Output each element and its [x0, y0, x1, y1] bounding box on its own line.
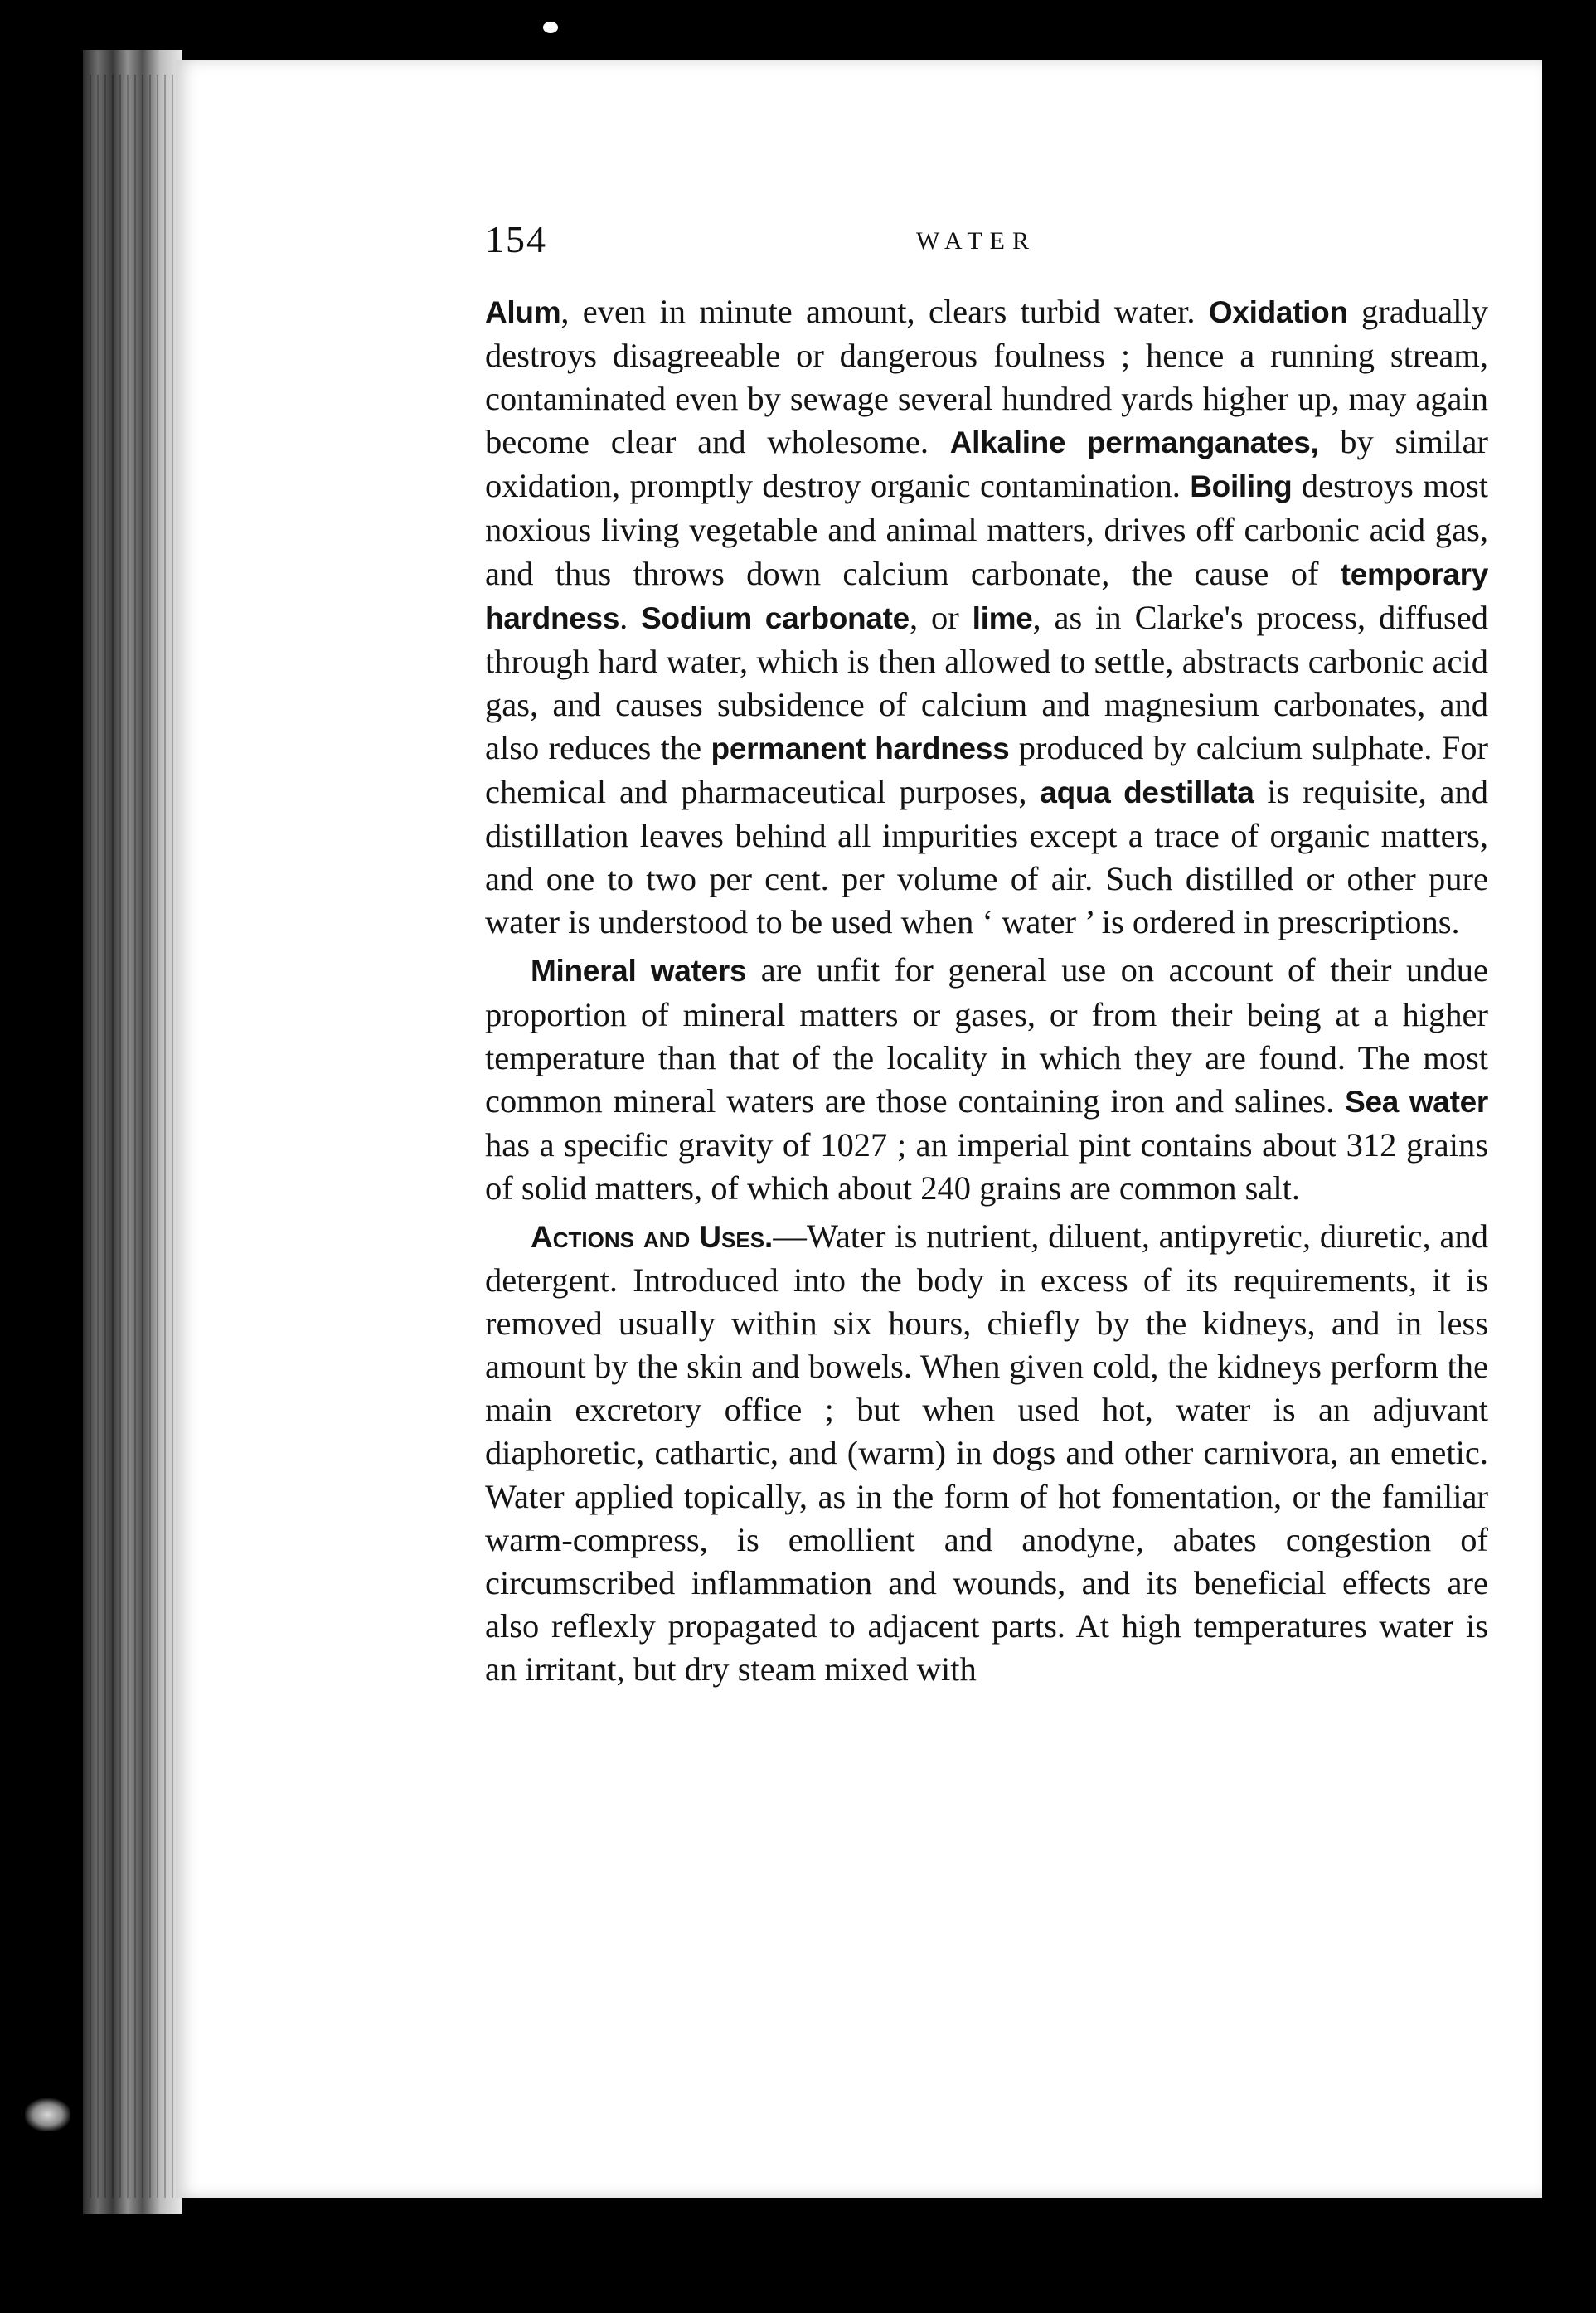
- text-run: destroys most noxious living vegetable and animal matters, drives off carbonic acid gas, and thus throws down calcium carbonate, the cause of: [485, 467, 1488, 592]
- scan-artifact-blot: [25, 2098, 70, 2131]
- paragraph-water-treatment: [485, 290, 1488, 944]
- term-permanent-hardness: permanent hardness: [711, 731, 1010, 765]
- text-run: —Water is nutrient, diluent, antipyretic, diuretic, and detergent. Introduced into the body in excess of its requirements, it is removed usually within six hours, chiefly by the kidneys, and in less amount by the skin and bowels. When given cold, the kidneys perform the main excretory office ; but when used hot, water is an adjuvant diaphoretic, cathartic, and (warm) in dogs and other carnivora, an emetic. Water applied topically, as in the form of hot fomentation, or the familiar warm-compress, is emollient and anodyne, abates congestion of circumscribed inflammation and wounds, and its beneficial effects are also reflexly propagated to adjacent parts. At high temperatures water is an irritant, but dry steam mixed with: [485, 1217, 1489, 1688]
- term-alum: Alum: [485, 295, 561, 329]
- page-edge-lines: [90, 75, 181, 2198]
- paragraph-mineral-waters: [485, 949, 1488, 1210]
- body-text: [485, 290, 1488, 1691]
- text-run: by similar oxidation, promptly destroy organic contamination.: [485, 423, 1489, 505]
- section-heading-actions-and-uses: Actions and Uses.: [531, 1219, 774, 1254]
- term-boiling: Boiling: [1190, 469, 1293, 504]
- text-run: is requisite, and distillation leaves behind all impurities except a trace of organic matters, and one to two per cent. per volume of air. Such distilled or other pure water is understood to be used when ‘ water ’ is ordered in prescriptions.: [485, 773, 1489, 941]
- running-head: WATER: [916, 227, 1036, 255]
- text-run: .: [619, 598, 642, 636]
- scan-artifact-dot: [543, 22, 558, 33]
- term-sea-water: Sea water: [1345, 1084, 1488, 1119]
- text-run: gradually destroys disagreeable or dangerous foulness ; hence a running stream, contaminated even by sewage several hundred yards higher up, may again become clear and wholesome.: [485, 293, 1488, 461]
- text-run: are unfit for general use on account of their undue proportion of mineral matters or gases, or from their being at a higher temperature than that of the locality in which they are found. The most common mineral waters are those containing iron and salines.: [485, 951, 1488, 1120]
- text-run: produced by calcium sulphate. For chemical and pharmaceutical purposes,: [485, 728, 1488, 811]
- page-number: 154: [485, 218, 547, 260]
- text-run: , or: [909, 598, 973, 636]
- term-aqua-destillata: aqua destillata: [1040, 775, 1254, 810]
- term-alkaline-permanganates: Alkaline permanganates,: [949, 425, 1319, 460]
- paragraph-actions-and-uses: [485, 1215, 1488, 1691]
- text-run: has a specific gravity of 1027 ; an imperial pint contains about 312 grains of solid matters, of which about 240 grains are common salt.: [485, 1125, 1488, 1207]
- term-lime: lime: [972, 600, 1033, 635]
- text-run: , even in minute amount, clears turbid water.: [560, 293, 1209, 330]
- page-header: [485, 217, 1036, 267]
- text-run: , as in Clarke's process, diffused through hard water, which is then allowed to settle, abstracts carbonic acid gas, and causes subsidence of calcium and magnesium carbonates, and also reduces the: [485, 598, 1488, 766]
- term-sodium-carbonate: Sodium carbonate: [641, 600, 910, 635]
- term-mineral-waters: Mineral waters: [531, 954, 747, 989]
- term-oxidation: Oxidation: [1208, 295, 1348, 329]
- term-temporary-hardness: temporary hardness: [485, 556, 1488, 635]
